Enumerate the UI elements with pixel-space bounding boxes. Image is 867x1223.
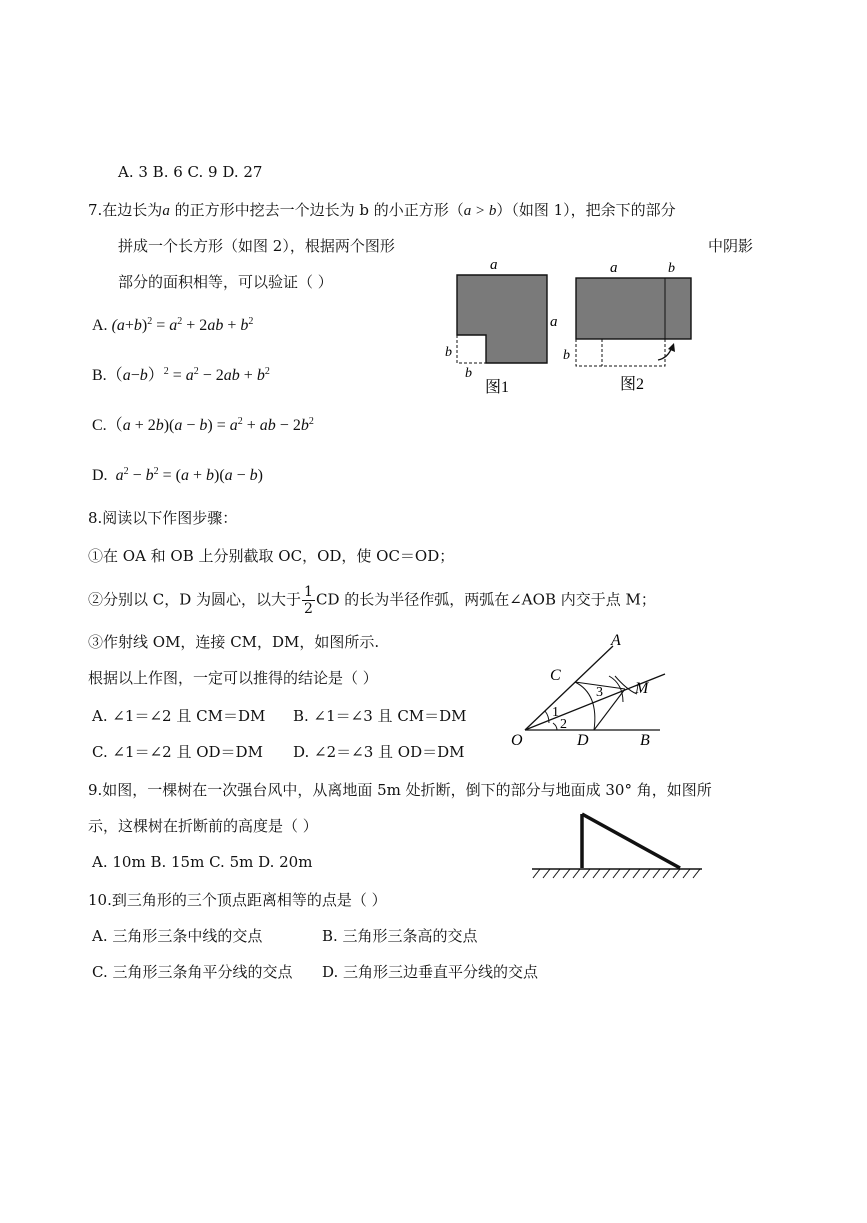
q8-label-C: C [550, 667, 561, 684]
q8-option-a: A. ∠1＝∠2 且 CM＝DM [92, 707, 266, 725]
q9-line1: 9.如图，一棵树在一次强台风中，从离地面 5m 处折断，倒下的部分与地面成 30° 角，如图所 [88, 781, 712, 799]
q8-fraction-half: $\frac{1}{2}$ [304, 584, 313, 617]
q7-fig2-dashed-strip [576, 339, 665, 366]
q7-figure-2 [560, 255, 695, 395]
q7-fig1-label-a-right: a [550, 314, 558, 330]
q7-stem-part1: 7.在边长为 [88, 201, 163, 219]
q8-angle-2: 2 [560, 717, 567, 732]
q8-angle-1: 1 [552, 705, 559, 720]
q9-line2: 示，这棵树在折断前的高度是（ ） [88, 817, 318, 835]
q10-option-c: C. 三角形三条角平分线的交点 [92, 963, 293, 981]
q8-label-D: D [577, 732, 589, 749]
q8-option-d: D. ∠2＝∠3 且 OD＝DM [293, 743, 465, 761]
q7-fig1-caption: 图1 [485, 379, 510, 396]
q8-label-O: O [511, 732, 523, 749]
q7-fig1-label-b-bottom: b [465, 366, 472, 381]
q6-options: A. 3 B. 6 C. 9 D. 27 [118, 163, 263, 181]
q7-figure-1 [440, 255, 560, 395]
q7-fig2-label-b-left: b [563, 348, 570, 363]
q7-stem-part3: ）（如图 1），把余下的部分 [496, 201, 676, 219]
q7-var-a: a [162, 203, 170, 219]
q8-question: 根据以上作图，一定可以推得的结论是（ ） [88, 669, 378, 687]
q7-line3: 部分的面积相等，可以验证（ ） [118, 273, 333, 291]
q8-label-M: M [635, 680, 649, 697]
q7-option-c: $C.(a + 2b)(a - b) = a^2$ + ab − $2b^2$ [92, 416, 314, 434]
q7-fig1-shaded-region [457, 275, 547, 363]
q8-angle-figure [505, 632, 675, 752]
q7-fig2-label-b-top: b [668, 261, 675, 276]
q7-fig2-label-a: a [610, 260, 618, 276]
q8-step2: ②分别以 C，D 为圆心，以大于 $\frac{1}{2}$ CD 的长为半径作弧，两弧在∠AOB 内交于点 M； [88, 584, 656, 617]
q7-fig1-removed-square [457, 335, 486, 363]
q8-title: 8.阅读以下作图步骤： [88, 509, 238, 527]
q10-stem: 10.到三角形的三个顶点距离相等的点是（ ） [88, 891, 387, 909]
q8-option-b: B. ∠1＝∠3 且 CM＝DM [293, 707, 467, 725]
q7-fig1-label-a-top: a [490, 257, 498, 273]
q9-options: A. 10m B. 15m C. 5m D. 20m [92, 853, 313, 871]
q8-step1: ①在 OA 和 OB 上分别截取 OC，OD，使 OC＝OD； [88, 547, 455, 565]
q7-stem-part2: 的正方形中挖去一个边长为 b 的小正方形（ [169, 201, 464, 219]
q7-line2-right: 中阴影 [708, 237, 754, 255]
q8-angle-3: 3 [596, 685, 603, 700]
q8-option-c: C. ∠1＝∠2 且 OD＝DM [92, 743, 263, 761]
q7-option-d: D. $a^2 - b^2 = (a + b)(a - b)$ [92, 466, 263, 484]
q10-option-d: D. 三角形三边垂直平分线的交点 [322, 963, 539, 981]
q7-fig1-label-b-left: b [445, 345, 452, 360]
q10-option-b: B. 三角形三条高的交点 [322, 927, 478, 945]
q9-fallen-part [582, 814, 680, 868]
q9-tree-figure [530, 808, 705, 888]
q7-fig2-shaded-rectangle [576, 278, 691, 339]
q7-stem [88, 200, 676, 221]
q8-step3: ③作射线 OM，连接 CM，DM，如图所示. [88, 633, 380, 651]
q7-option-b: $B.(a-b)^2 = a^2 - 2ab + b^2$ [92, 366, 270, 384]
q7-option-a: A. $(a+b)^2 = a^2 + 2ab + b^2$ [92, 316, 254, 334]
q7-line2-left: 拼成一个长方形（如图 2），根据两个图形 [118, 237, 395, 255]
q10-option-a: A. 三角形三条中线的交点 [92, 927, 263, 945]
q8-label-B: B [640, 732, 650, 749]
q7-fig2-caption: 图2 [620, 376, 645, 393]
q8-arc-from-C [609, 676, 623, 702]
q8-label-A: A [611, 632, 621, 649]
q7-condition: a > b [463, 203, 497, 219]
q9-ground-hatching [533, 869, 700, 878]
